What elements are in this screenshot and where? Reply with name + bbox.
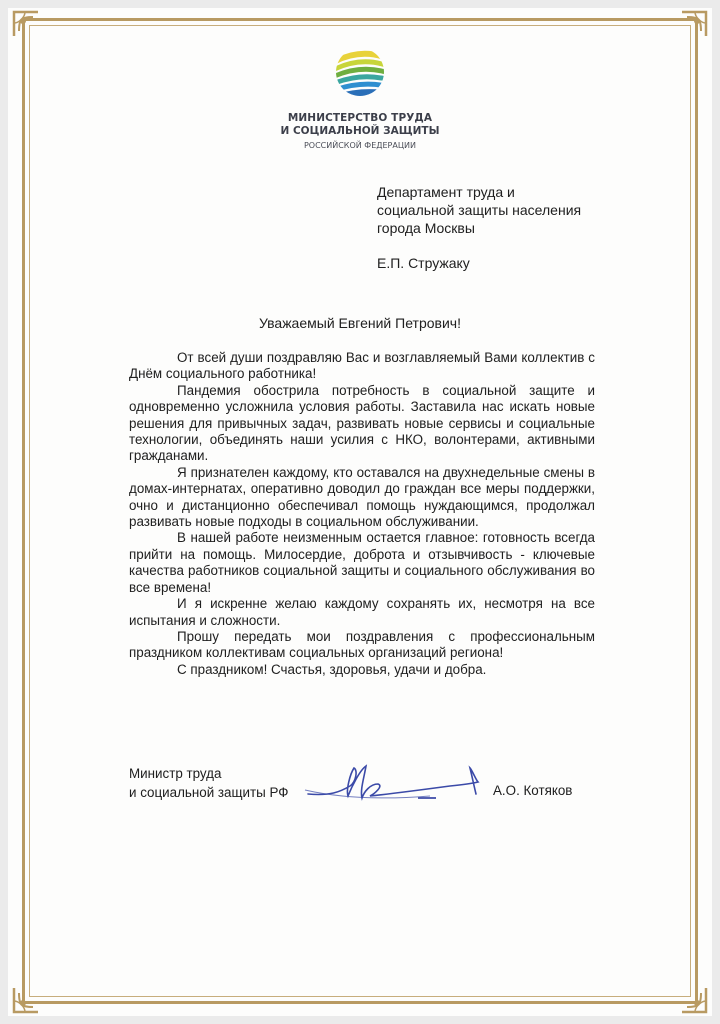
paragraph: Я признателен каждому, кто оставался на двухнедельные смены в домах-интернатах, оперативно доводил до граждан все меры поддержки, очно и дистанционно обеспечивал помощь нуждающимся, продолжал развивать новые подходы в социальном обслуживании. bbox=[129, 464, 595, 530]
addressee-line: социальной защиты населения bbox=[377, 202, 582, 218]
corner-ornament-icon bbox=[11, 985, 41, 1015]
signatory-title-line: Министр труда bbox=[129, 766, 222, 781]
recipient-name: Е.П. Стружаку bbox=[377, 255, 470, 271]
signatory-title bbox=[129, 764, 288, 802]
paragraph: От всей души поздравляю Вас и возглавляемый Вами коллектив с Днём социального работника! bbox=[129, 350, 595, 382]
signatory-name: А.О. Котяков bbox=[493, 783, 573, 798]
handwritten-signature bbox=[300, 756, 500, 816]
letter-body bbox=[129, 350, 595, 678]
paragraph: С праздником! Счастья, здоровья, удачи и добра. bbox=[177, 661, 487, 677]
addressee-block bbox=[377, 183, 677, 237]
corner-ornament-icon bbox=[679, 985, 709, 1015]
signatory-title-line: и социальной защиты РФ bbox=[129, 785, 289, 800]
corner-ornament-icon bbox=[679, 9, 709, 39]
ministry-logo-icon bbox=[334, 44, 386, 102]
paragraph: Прошу передать мои поздравления с профессиональным праздником коллективам социальных организаций региона! bbox=[129, 628, 595, 661]
salutation: Уважаемый Евгений Петрович! bbox=[259, 315, 461, 331]
paragraph: Пандемия обострила потребность в социальной защите и одновременно усложнила условия работы. Заставила нас искать новые решения для привычных задач, развивать новые сервисы и социальные технологии, объединять наши усилия с НКО, волонтерами, активными гражданами. bbox=[129, 382, 595, 464]
addressee-line: Департамент труда и bbox=[377, 184, 515, 200]
paragraph: В нашей работе неизменным остается главное: готовность всегда прийти на помощь. Милосердие, доброта и отзывчивость - ключевые качества работников социальной защиты и социального обслуживания во все времена! bbox=[129, 530, 595, 595]
paragraph: И я искренне желаю каждому сохранять их, несмотря на все испытания и сложности. bbox=[129, 596, 595, 628]
org-name-line2: И СОЦИАЛЬНОЙ ЗАЩИТЫ bbox=[280, 125, 440, 137]
org-name-line1: МИНИСТЕРСТВО ТРУДА bbox=[287, 112, 433, 124]
org-name-line3: РОССИЙСКОЙ ФЕДЕРАЦИИ bbox=[303, 141, 417, 150]
corner-ornament-icon bbox=[11, 9, 41, 39]
addressee-line: города Москвы bbox=[377, 220, 475, 236]
